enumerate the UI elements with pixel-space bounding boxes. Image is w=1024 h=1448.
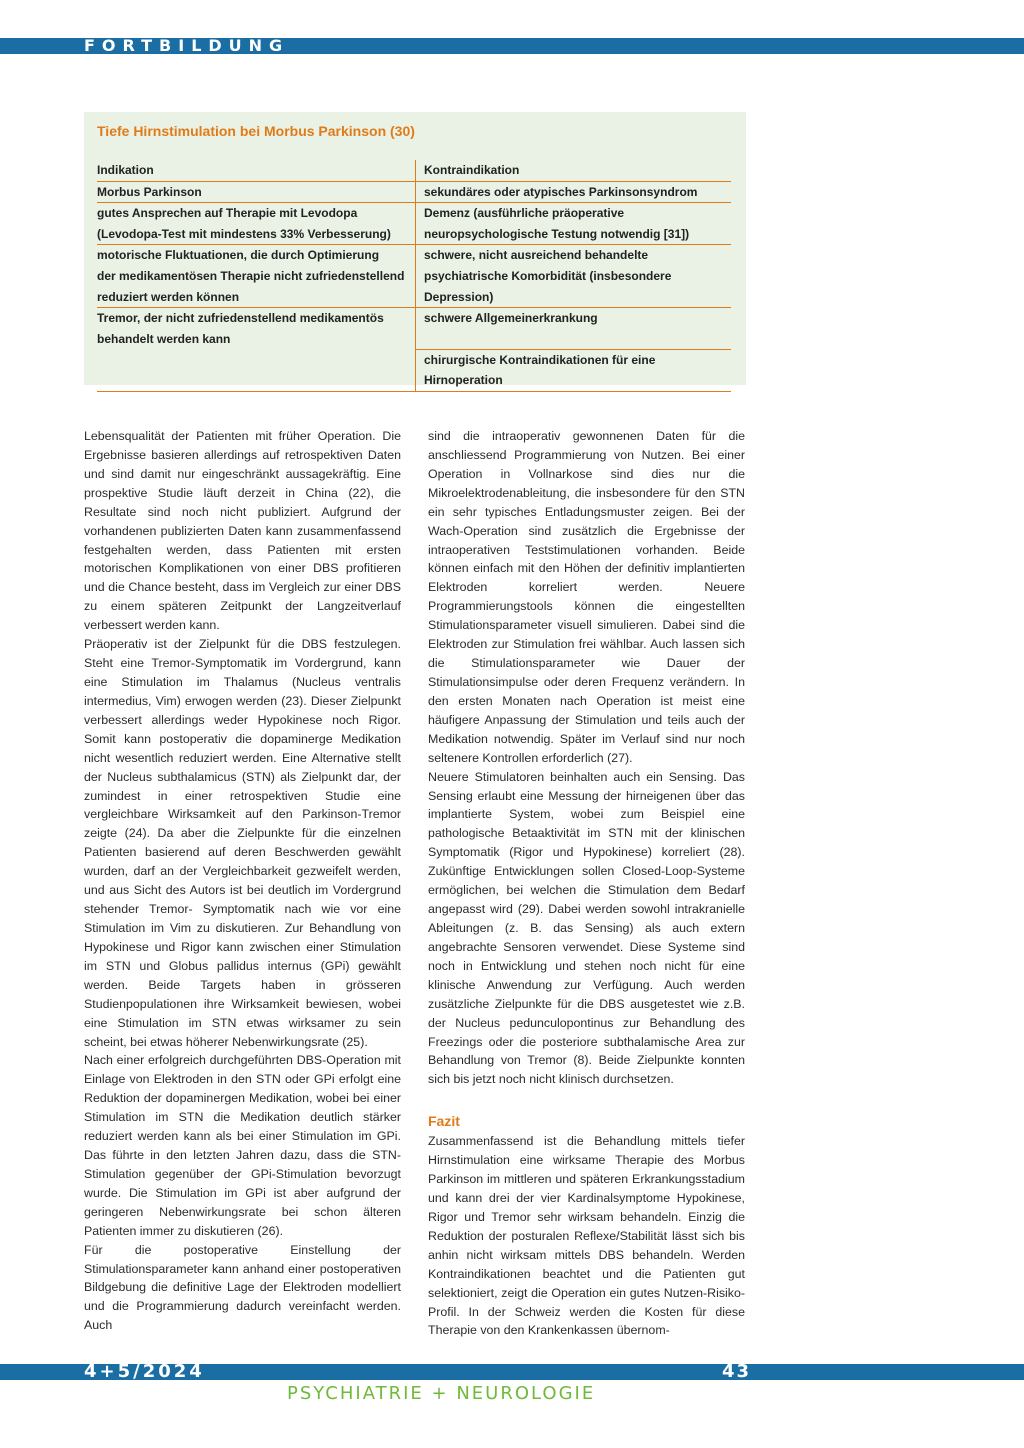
cell-line: Demenz (ausführliche präoperative (424, 206, 625, 221)
info-box-title: Tiefe Hirnstimulation bei Morbus Parkinson (30) (97, 123, 415, 139)
fazit-heading: Fazit (428, 1113, 460, 1130)
cell-line: der medikamentösen Therapie nicht zufriedenstellend (97, 268, 405, 283)
col-header-contraindication: Kontraindikation (416, 160, 732, 181)
table-row (97, 203, 731, 245)
table-row (97, 245, 731, 308)
cell-line: neuropsychologische Testung notwendig [31]) (424, 226, 690, 241)
right-column (428, 427, 745, 1340)
paragraph: Für die postoperative Einstellung der Stimulationsparameter kann anhand einer postoperativen Bildgebung die definitive Lage der Elektroden modelliert und die Programmierung dadurch vereinfacht werden. Auch (84, 1242, 401, 1333)
col-header-indication: Indikation (97, 160, 416, 181)
cell-line: chirurgische Kontraindikationen für eine Hirnoperation (424, 352, 656, 388)
cell-line: motorische Fluktuationen, die durch Optimierung (97, 248, 380, 263)
cell-line: behandelt werden kann (97, 331, 231, 346)
table-row (97, 181, 731, 203)
fazit-paragraph: Zusammenfassend ist die Behandlung mittels tiefer Hirnstimulation eine wirksame Therapie des Morbus Parkinson im mittleren und späteren Erkrankungsstadium und kann drei der vier Kardinalsymptome Hypokinese, Rigor und Tremor sehr wirksam behandeln. Einzig die Reduktion der posturalen Reflexe/Stabilität lässt sich bis anhin nicht wirksam mittels DBS behandeln. Werden Kontraindikationen beachtet und die Patienten gut selektioniert, zeigt die Operation ein gutes Nutzen-Risiko-Profil. In der Schweiz werden die Kosten für diese Therapie von den Krankenkassen übernom- (428, 1134, 745, 1338)
page-number: 43 (722, 1361, 752, 1382)
cell-line: schwere, nicht ausreichend behandelte (424, 248, 649, 263)
paragraph: sind die intraoperativ gewonnenen Daten für die anschliessend Programmierung von Nutzen. Bei einer Operation in Vollnarkose sind dies nur die Mikroelektrodenableitung, die insbesondere für den STN ein sehr typisches Entladungsmuster zeigen. Bei der Wach-Operation sind zusätzlich die Ergebnisse der intraoperativen Teststimulationen vorhanden. Beide können einfach mit den Höhen der definitiv implantierten Elektroden korreliert werden. Neuere Programmierungstools können die eingestellten Stimulationsparameter visuell simulieren. Dabei sind die Elektroden zur Stimulation frei wählbar. Auch lassen sich die Stimulationsparameter wie Dauer der Stimulationsimpulse oder deren Frequenz verändern. In den ersten Monaten nach Operation ist meist eine häufigere Anpassung der Stimulation und teils auch der Medikation notwendig. Später im Verlauf sind nur noch seltenere Kontrollen erforderlich (27). (428, 429, 745, 765)
cell-line: (Levodopa-Test mit mindestens 33% Verbesserung) (97, 226, 391, 241)
cell-line: Tremor, der nicht zufriedenstellend medikamentös (97, 311, 384, 326)
paragraph: Präoperativ ist der Zielpunkt für die DBS festzulegen. Steht eine Tremor-Symptomatik im Vordergrund, kann eine Stimulation im Thalamus (Nucleus ventralis intermedius, Vim) erwogen werden (23). Dieser Zielpunkt verbessert allerdings weder Hypokinese noch Rigor. Somit kann postoperativ die dopaminerge Medikation nicht wesentlich reduziert werden. Eine Alternative stellt der Nucleus subthalamicus (STN) als Zielpunkt dar, der zumindest in einer retrospektiven Studie eine vergleichbare Wirksamkeit auf den Parkinson-Tremor zeigte (24). Da aber die Zielpunkte für die einzelnen Patienten basierend auf deren Beschwerden gewählt wurden, darf an der Vergleichbarkeit gezweifelt werden, und aus Sicht des Autors ist bei deutlich im Vordergrund stehender Tremor- Symptomatik nach wie vor eine Stimulation im Vim zu diskutieren. Zur Behandlung von Hypokinese und Rigor kann zwischen einer Stimulation im STN und Globus pallidus internus (GPi) gewählt werden. Beide Targets haben in grösseren Studienpopulationen ihre Wirksamkeit bewiesen, wobei eine Stimulation im STN etwas wirksamer zu sein scheint, bei etwas höherer Nebenwirkungsrate (25). (84, 637, 401, 1049)
cell-line (97, 349, 412, 370)
left-column (84, 427, 401, 1335)
journal-title: PSYCHIATRIE + NEUROLOGIE (287, 1383, 596, 1404)
paragraph: Neuere Stimulatoren beinhalten auch ein Sensing. Das Sensing erlaubt eine Messung der hirneigenen über das implantierte System, wobei zum Beispiel eine pathologische Betaaktivität im STN mit der klinischen Symptomatik (Rigor und Hypokinese) korreliert (28). Zukünftige Entwicklungen sollen Closed-Loop-Systeme ermöglichen, bei welchen die Stimulation dem Bedarf angepasst wird (29). Dabei werden sowohl intrakranielle Ableitungen (z. B. das Sensing) als auch extern angebrachte Sensoren verwendet. Diese Systeme sind noch in Entwicklung und stehen noch nicht für eine klinische Anwendung zur Verfügung. Auch werden zusätzliche Zielpunkte für die DBS ausgetestet wie z.B. der Nucleus pedunculopontinus zur Behandlung des Freezings oder die posteriore subthalamische Area zur Behandlung von Tremor (8). Beide Zielpunkte konnten sich bis jetzt noch nicht klinisch durchsetzen. (428, 769, 745, 1087)
cell-line: reduziert werden können (97, 289, 240, 304)
table-row (97, 308, 731, 350)
table-row (97, 349, 731, 391)
cell-line: schwere Allgemeinerkrankung (424, 311, 598, 326)
paragraph: Nach einer erfolgreich durchgeführten DBS-Operation mit Einlage von Elektroden in den STN oder GPi erfolgt eine Reduktion der dopaminergen Medikation, wobei bei einer Stimulation im STN die Medikation deutlich stärker reduziert werden kann als bei einer Stimulation im GPi. Das führte in den letzten Jahren dazu, dass die STN-Stimulation gegenüber der GPi-Stimulation bevorzugt wurde. Die Stimulation im GPi ist aber aufgrund der geringeren Nebenwirkungsrate bei schon älteren Patienten immer zu diskutieren (26). (84, 1053, 401, 1238)
cell-line: Depression) (424, 289, 494, 304)
cell-line: Morbus Parkinson (97, 184, 202, 199)
section-label: FORTBILDUNG (84, 36, 290, 55)
cell-line: gutes Ansprechen auf Therapie mit Levodopa (97, 206, 358, 221)
paragraph: Lebensqualität der Patienten mit früher Operation. Die Ergebnisse basieren allerdings auf retrospektiven Daten und sind damit nur eingeschränkt aussagekräftig. Eine prospektive Studie läuft derzeit in China (22), die Resultate sind noch nicht publiziert. Aufgrund der vorhandenen publizierten Daten kann zusammenfassend festgehalten werden, dass Patienten mit ersten motorischen Komplikationen von einer DBS profitieren und die Chance besteht, dass im Vergleich zur einer DBS zu einem späteren Zeitpunkt der Langzeitverlauf verbessert werden kann. (84, 429, 401, 633)
cell-line: psychiatrische Komorbidität (insbesondere (424, 268, 672, 283)
indication-table (97, 160, 731, 392)
info-box (84, 112, 746, 388)
issue-number: 4+5/2024 (84, 1361, 205, 1382)
cell-line: sekundäres oder atypisches Parkinsonsyndrom (424, 184, 698, 199)
